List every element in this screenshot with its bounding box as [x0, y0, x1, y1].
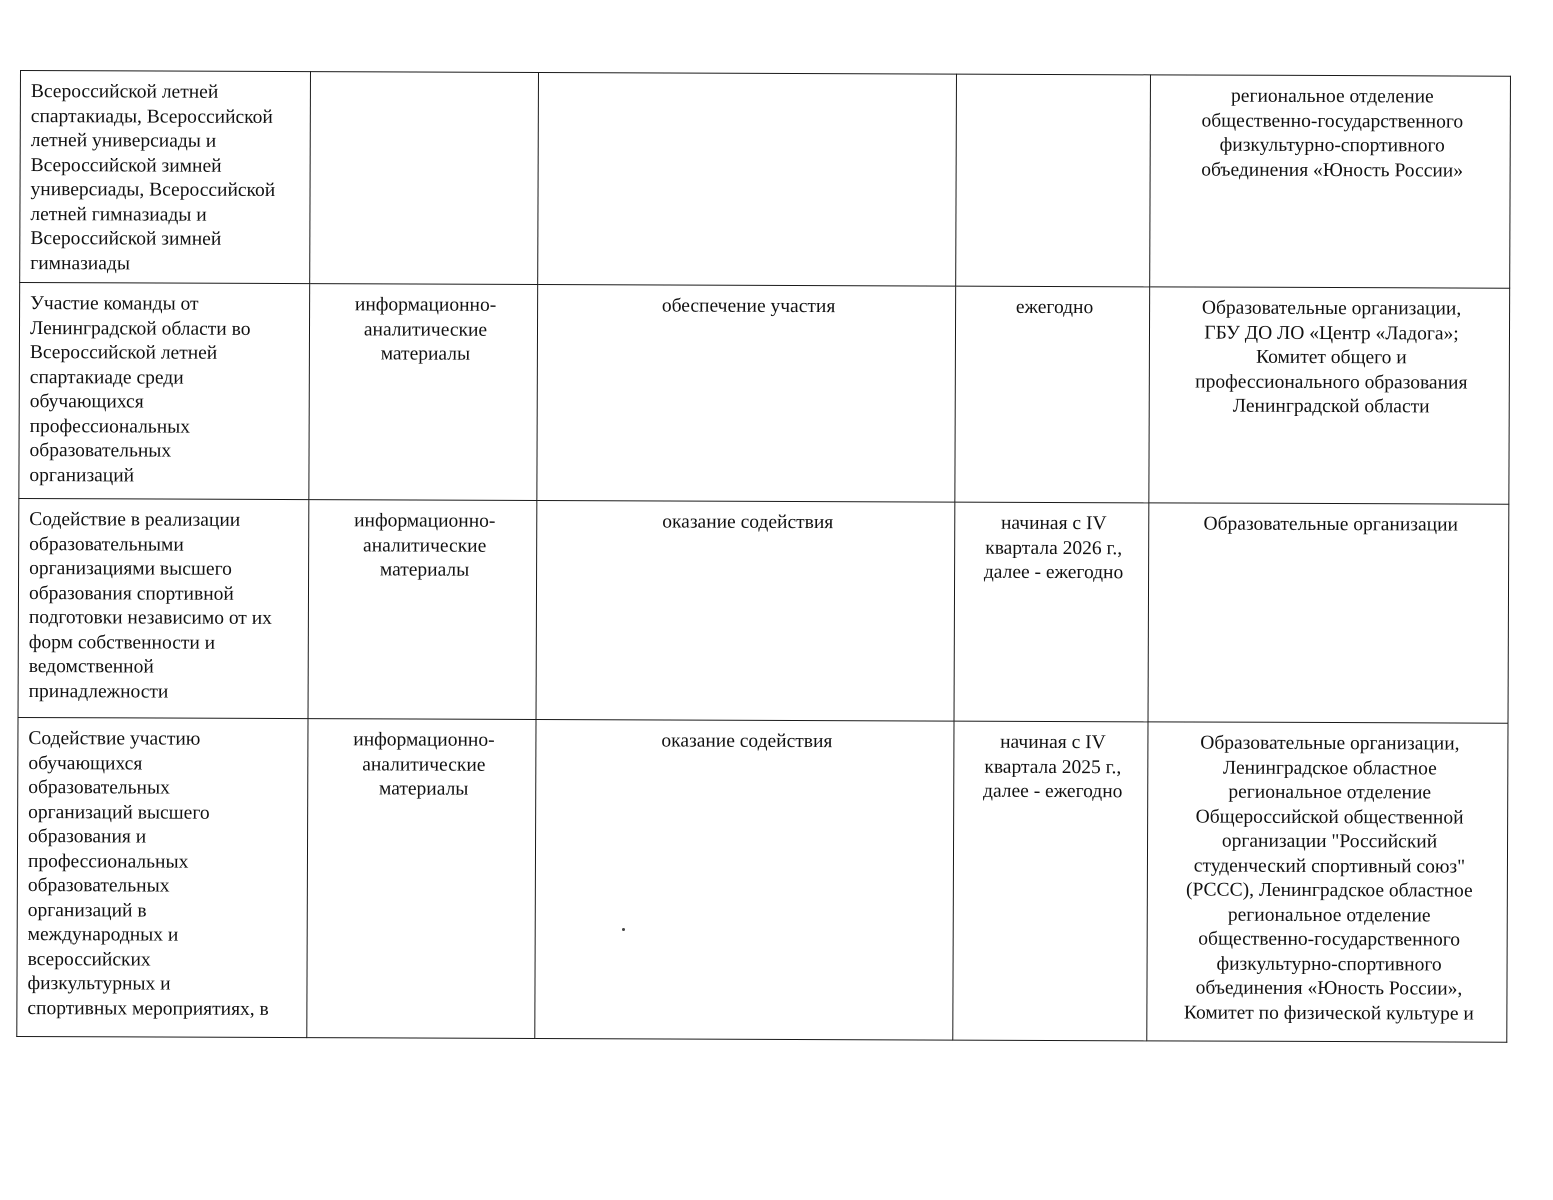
cell-text-line: материалы — [380, 343, 471, 365]
cell-text-line: спартакиаде среди — [29, 366, 184, 389]
cell-text-line: далее - ежегодно — [983, 780, 1123, 803]
period-cell — [956, 74, 1151, 287]
cell-text-line: организаций — [29, 464, 135, 486]
table-row — [18, 498, 1509, 723]
cell-text-line: летней универсиады и — [30, 130, 217, 152]
cell-text-line: физкультурных и — [27, 973, 171, 995]
cell-text-line: образовательных — [29, 440, 172, 462]
cell-text-line: региональное отделение — [1227, 904, 1431, 926]
cell-text-line: далее - ежегодно — [983, 561, 1124, 584]
cell-text-line: спартакиады, Всероссийской — [30, 105, 273, 128]
responsible-cell — [1148, 503, 1509, 723]
event-cell — [20, 71, 311, 284]
cell-text-line: объединения «Юность России» — [1201, 159, 1464, 182]
table-row — [20, 71, 1511, 289]
cell-text-line: аналитические — [363, 534, 487, 557]
cell-text-line: Ленинградской области — [1232, 395, 1430, 418]
cell-text-line: ежегодно — [1015, 296, 1094, 319]
cell-text-line: ведомственной — [28, 656, 154, 678]
cell-text-line: Образовательные организации, — [1200, 732, 1460, 755]
cell-text-line: организаций в — [27, 899, 147, 921]
cell-text-line: информационно- — [353, 729, 495, 751]
cell-text-line: Общероссийской общественной — [1195, 806, 1464, 829]
cell-text-line: Образовательные организации — [1203, 513, 1459, 536]
cell-text-line: универсиады, Всероссийской — [30, 179, 276, 201]
period-cell — [954, 502, 1149, 722]
event-cell — [19, 283, 310, 500]
cell-text-line: гимназиады — [30, 252, 130, 274]
cell-text-line: Ленинградское областное — [1222, 757, 1437, 779]
action-cell — [538, 72, 957, 286]
cell-text-line: материалы — [379, 559, 470, 581]
cell-text-line: Всероссийской летней — [30, 81, 219, 103]
period-cell — [953, 721, 1148, 1041]
cell-text-line: материалы — [378, 778, 469, 800]
cell-text-line: Всероссийской зимней — [30, 228, 222, 250]
cell-text-line: летней гимназиады и — [30, 203, 207, 226]
materials-cell — [307, 719, 536, 1039]
cell-text-line: профессионального образования — [1195, 371, 1468, 394]
cell-text-line: организации "Российский — [1221, 830, 1438, 853]
responsible-cell — [1147, 722, 1508, 1042]
cell-text-line: образования и — [28, 826, 147, 848]
cell-text-line: информационно- — [354, 510, 496, 532]
cell-text-line: форм собственности и — [28, 631, 216, 654]
cell-text-line: общественно-государственного — [1201, 110, 1464, 133]
cell-text-line: квартала 2026 г., — [985, 537, 1123, 559]
cell-text-line: физкультурно-спортивного — [1216, 953, 1442, 975]
cell-text-line: Содействие в реализации — [29, 509, 241, 531]
cell-text-line: всероссийских — [27, 948, 151, 971]
action-cell — [537, 284, 956, 502]
plan-table-body — [17, 71, 1511, 1043]
cell-text-line: Содействие участию — [28, 728, 201, 750]
cell-text-line: ГБУ ДО ЛО «Центр «Ладога»; — [1204, 322, 1459, 345]
table-row — [17, 717, 1508, 1042]
responsible-cell — [1150, 75, 1511, 288]
cell-text-line: Ленинградской области во — [29, 317, 251, 340]
cell-text-line: региональное отделение — [1228, 781, 1432, 804]
cell-text-line: спортивных мероприятиях, в — [27, 997, 269, 1020]
scan-speck — [622, 928, 625, 931]
cell-text-line: объединения «Юность России», — [1195, 977, 1463, 1000]
cell-text-line: аналитические — [362, 753, 486, 776]
materials-cell — [309, 284, 538, 501]
cell-text-line: физкультурно-спортивного — [1219, 134, 1445, 157]
cell-text-line: обеспечение участия — [661, 295, 836, 318]
responsible-cell — [1149, 287, 1510, 504]
cell-text-line: информационно- — [354, 294, 497, 316]
cell-text-line: начиная с IV — [1000, 731, 1106, 754]
cell-text-line: Всероссийской зимней — [30, 154, 222, 177]
materials-cell — [310, 72, 539, 285]
cell-text-line: подготовки независимо от их — [28, 607, 272, 629]
cell-text-line: региональное отделение — [1231, 85, 1434, 108]
materials-cell — [308, 500, 537, 720]
cell-text-line: общественно-государственного — [1198, 928, 1461, 951]
cell-text-line: образования спортивной — [28, 582, 234, 605]
cell-text-line: принадлежности — [28, 680, 169, 703]
action-cell — [535, 719, 954, 1040]
cell-text-line: Образовательные организации, — [1201, 297, 1462, 320]
cell-text-line: Всероссийской летней — [29, 342, 218, 364]
action-cell — [536, 500, 955, 721]
cell-text-line: студенческий спортивный союз" — [1193, 855, 1466, 878]
cell-text-line: обучающихся — [29, 391, 144, 413]
table-row — [19, 283, 1510, 505]
period-cell — [955, 286, 1150, 503]
cell-text-line: обучающихся — [28, 752, 143, 774]
cell-text-line: Комитет общего и — [1256, 346, 1407, 369]
cell-text-line: международных и — [27, 924, 179, 946]
cell-text-line: (РССС), Ленинградское областное — [1185, 879, 1473, 902]
plan-table — [16, 70, 1511, 1043]
event-cell — [17, 717, 308, 1037]
cell-text-line: аналитические — [363, 318, 488, 341]
cell-text-line: оказание содействия — [662, 511, 834, 534]
cell-text-line: образовательных — [28, 777, 170, 799]
cell-text-line: образовательных — [27, 875, 170, 897]
cell-text-line: организаций высшего — [28, 801, 210, 824]
cell-text-line: квартала 2025 г., — [984, 756, 1122, 778]
cell-text-line: начиная с IV — [1000, 512, 1107, 535]
event-cell — [18, 498, 309, 718]
cell-text-line: оказание содействия — [661, 730, 833, 753]
cell-text-line: Участие команды от — [30, 293, 199, 315]
cell-text-line: образовательными — [29, 533, 184, 556]
cell-text-line: Комитет по физической культуре и — [1183, 1001, 1474, 1025]
cell-text-line: организациями высшего — [29, 558, 232, 580]
cell-text-line: профессиональных — [29, 415, 191, 438]
cell-text-line: профессиональных — [27, 850, 189, 873]
